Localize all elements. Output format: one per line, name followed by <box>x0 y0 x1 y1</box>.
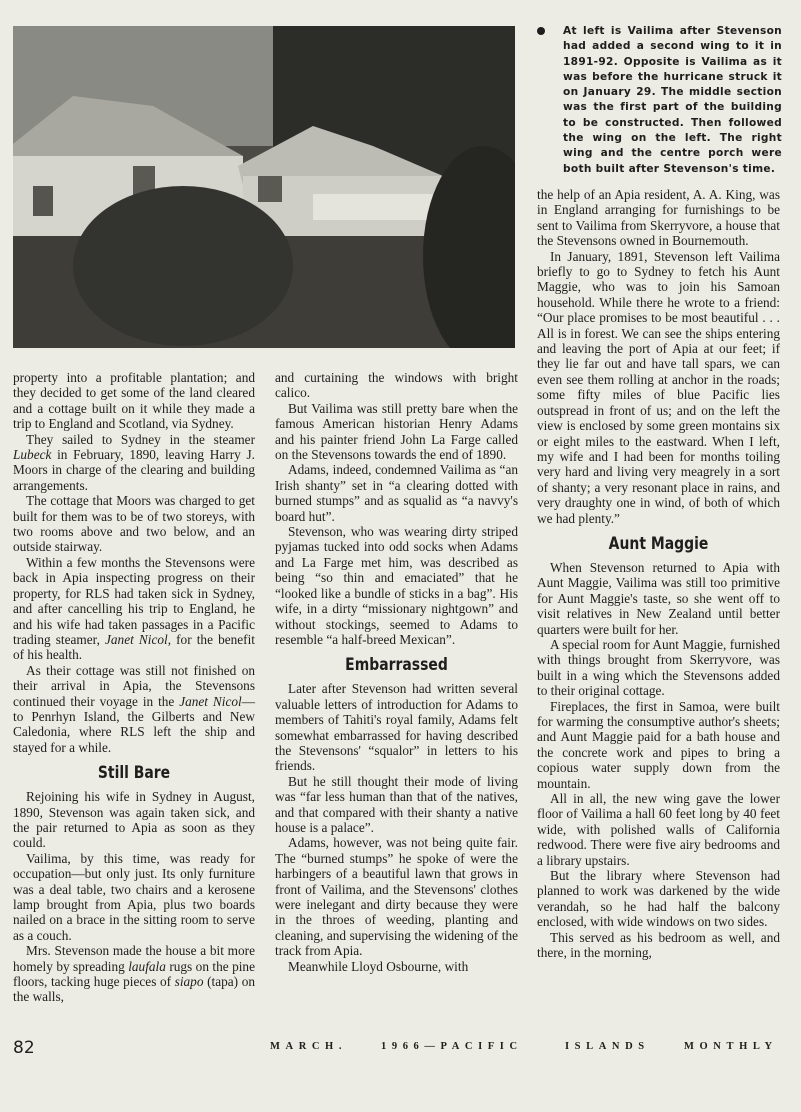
paragraph: The cottage that Moors was charged to get built for them was to be of two storeys, with two rooms above and two below, and an outside stairway. <box>13 493 255 555</box>
footer-year-title: 1966—PACIFIC <box>381 1041 523 1052</box>
paragraph: Rejoining his wife in Sydney in August, 1890, Stevenson was again taken sick, and the pair returned to Apia as soon as they could. <box>13 789 255 851</box>
paragraph: They sailed to Sydney in the steamer Lubeck in February, 1890, leaving Harry J. Moors in charge of the clearing and building arrangements. <box>13 431 255 493</box>
paragraph: In January, 1891, Stevenson left Vailima briefly to go to Sydney to fetch his Aunt Maggie, who was to join his Samoan household. While there he wrote to a friend: “Our place promises to be most beautiful . . . All is in forest. We can see the ships entering and leaving the port of Apia at our feet; if they lie far out and have tall spars, we can even see them rolling at anchor in the roads; some fifty miles of blue Pacific lies outspread in front of us; and on the left the view is enclosed by some green montains six or eight miles to the eastward. When I left, my wife and I had been for months toiling very hard and living very meagrely in a sort of shanty; a very resonant place in rains, and very draughty one in wind, of both of which we had plenty.” <box>537 248 780 526</box>
footer-islands: ISLANDS <box>565 1041 650 1052</box>
paragraph: Later after Stevenson had written several valuable letters of introduction for Adams to members of Tahiti's royal family, Adams felt somewhat embarrassed for having described the Stevensons' “squalor” in letters to his friends. <box>275 681 518 774</box>
paragraph: Within a few months the Stevensons were back in Apia inspecting progress on their property, for RLS had taken sick in Sydney, and after cancelling his trip to England, he and his wife had taken passages in a Pacific trading steamer, Janet Nicol, for the benefit of his health. <box>13 554 255 663</box>
caption-text: At left is Vailima after Stevenson had added a second wing to it in 1891-92. Opposite is Vailima as it was before the hurricane struck it on January 29. The middle section was the first part of the building to be constructed. Then followed the wing on the left. The right wing and the centre porch were both built after Stevenson's time. <box>563 25 782 175</box>
vailima-photo <box>13 26 515 348</box>
bullet-icon <box>537 27 545 35</box>
paragraph: Vailima, by this time, was ready for occupation—but only just. Its only furniture was a deal table, two chairs and a kerosene lamp brought from Apia, plus two boards nailed on a brace in the sitting room to serve as a couch. <box>13 850 255 943</box>
page-number: 82 <box>13 1038 35 1058</box>
paragraph: As their cottage was still not finished on their arrival in Apia, the Stevensons continued their voyage in the Janet Nicol—to Penrhyn Island, the Gilberts and New Caledonia, where RLS left the ship and stayed for a while. <box>13 662 255 755</box>
paragraph: Adams, however, was not being quite fair. The “burned stumps” he spoke of were the harbingers of a beautiful lawn that grows in front of Vailima, and the Stevensons' clothes were inelegant and dirty because they were in the throes of weeding, planting and cleaning, and supervising the widening of the track from Apia. <box>275 835 518 959</box>
paragraph: Mrs. Stevenson made the house a bit more homely by spreading laufala rugs on the pine floors, tacking huge pieces of siapo (tapa) on the walls, <box>13 943 255 1005</box>
section-heading: Aunt Maggie <box>608 533 709 554</box>
column-2 <box>275 370 518 974</box>
section-heading: Still Bare <box>97 763 171 784</box>
paragraph: When Stevenson returned to Apia with Aunt Maggie, Vailima was still too primitive for Aunt Maggie's taste, so she went off to visit relatives in New Zealand until better quarters were built for her. <box>537 559 780 637</box>
paragraph: Adams, indeed, condemned Vailima as “an Irish shanty” set in “a clearing dotted with burned stumps” and as squalid as “a navvy's board hut”. <box>275 462 518 524</box>
footer-month: MARCH. <box>270 1041 348 1052</box>
paragraph: But the library where Stevenson had planned to work was darkened by the wide verandah, so he had half the balcony enclosed, with wide windows on two sides. <box>537 868 780 930</box>
column-1 <box>13 370 255 1005</box>
paragraph: But he still thought their mode of living was “far less human than that of the natives, and that compared with their shanty a native house is a palace”. <box>275 773 518 835</box>
paragraph: property into a profitable plantation; and they decided to get some of the land cleared and a cottage built on it while they made a trip to England and Scotland, via Sydney. <box>13 370 255 432</box>
photo-caption <box>537 24 782 177</box>
paragraph: Fireplaces, the first in Samoa, were built for warming the consumptive author's sheets; and Aunt Maggie paid for a bath house and the concrete work and pipes to bring a copious water supply down from the mountain. <box>537 698 780 791</box>
paragraph: This served as his bedroom as well, and there, in the morning, <box>537 929 780 961</box>
house-illustration <box>13 26 515 348</box>
paragraph: Stevenson, who was wearing dirty striped pyjamas tucked into odd socks when Adams and La Farge met him, was described as being “so thin and emaciated” that he “looked like a bundle of sticks in a bag”. His wife, in a dirty “missionary nightgown” and without stockings, seemed to Adams to resemble “a half-breed Mexican”. <box>275 524 518 647</box>
section-heading: Embarrassed <box>345 655 448 676</box>
column-3 <box>537 187 780 961</box>
paragraph: A special room for Aunt Maggie, furnished with things brought from Skerryvore, was built in a wing which the Stevensons added to their original cottage. <box>537 636 780 699</box>
paragraph: and curtaining the windows with bright calico. <box>275 370 518 401</box>
paragraph: Meanwhile Lloyd Osbourne, with <box>288 958 469 974</box>
paragraph: the help of an Apia resident, A. A. King, was in England arranging for furnishings to be sent to Vailima from Skerryvore, a house that the Stevensons owned in Bournemouth. <box>537 187 780 249</box>
paragraph: But Vailima was still pretty bare when the famous American historian Henry Adams and his painter friend John La Farge called on the Stevensons towards the end of 1890. <box>275 400 518 463</box>
paragraph: All in all, the new wing gave the lower floor of Vailima a hall 60 feet long by 40 feet wide, with polished walls of California redwood. There were five airy bedrooms and a library upstairs. <box>537 791 780 868</box>
footer-monthly: MONTHLY <box>684 1041 778 1052</box>
